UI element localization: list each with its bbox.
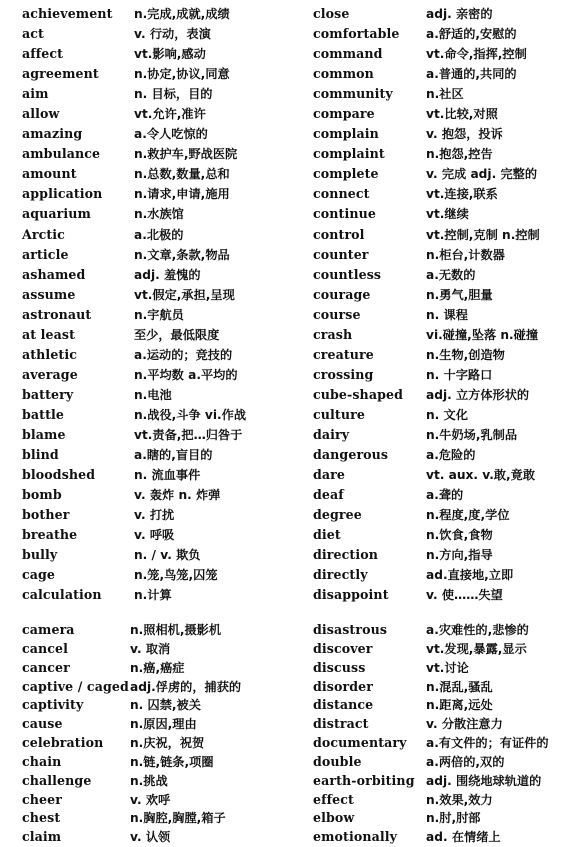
vocabulary-column-right xyxy=(313,621,575,847)
vocab-entry xyxy=(22,246,292,266)
vocab-meaning: vt.发现,暴露,显示 xyxy=(426,641,527,656)
vocab-word: compare xyxy=(313,106,375,122)
vocab-meaning: n.笼,鸟笼,囚笼 xyxy=(134,568,218,583)
vocab-word: crossing xyxy=(313,366,374,382)
vocab-entry xyxy=(22,145,292,165)
vocab-entry xyxy=(313,640,575,659)
vocab-entry xyxy=(22,426,292,446)
vocab-meaning: n.程度,度,学位 xyxy=(426,508,510,523)
vocab-entry xyxy=(22,566,292,586)
vocab-word: average xyxy=(22,366,78,382)
vocab-entry xyxy=(313,791,575,810)
vocab-word: close xyxy=(313,6,350,21)
vocab-entry xyxy=(22,25,292,45)
vocab-entry xyxy=(313,386,575,406)
vocab-meaning: a.普通的,共同的 xyxy=(426,67,517,82)
vocab-entry xyxy=(313,406,575,426)
vocab-meaning: vi.碰撞,坠落 n.碰撞 xyxy=(426,327,539,342)
vocab-word: double xyxy=(313,753,362,769)
vocab-word: comfortable xyxy=(313,26,400,42)
vocab-meaning: a.瞎的,盲目的 xyxy=(134,448,213,463)
vocab-word: athletic xyxy=(22,346,77,362)
vocab-entry xyxy=(22,621,292,640)
vocab-entry xyxy=(313,366,575,386)
vocab-entry xyxy=(22,286,292,306)
vocab-word: article xyxy=(22,246,69,262)
vocab-meaning: a.危险的 xyxy=(426,448,476,463)
vocab-word: disorder xyxy=(313,678,373,694)
vocab-meaning: v. 取消 xyxy=(130,641,171,656)
vocab-entry xyxy=(22,366,292,386)
vocab-word: emotionally xyxy=(313,829,398,845)
vocab-word: captivity xyxy=(22,697,84,713)
vocab-meaning: v. 分散注意力 xyxy=(426,717,503,732)
vocabulary-column-left xyxy=(22,621,292,847)
vocab-meaning: vt.假定,承担,呈现 xyxy=(134,287,235,302)
vocab-meaning: n.战役,斗争 vi.作战 xyxy=(134,407,247,422)
vocab-meaning: n. 课程 xyxy=(426,307,468,322)
vocab-word: agreement xyxy=(22,66,99,82)
vocab-meaning: n.方向,指导 xyxy=(426,548,493,563)
vocab-entry xyxy=(22,105,292,125)
vocab-word: dangerous xyxy=(313,447,389,463)
vocab-entry xyxy=(22,586,292,606)
vocab-meaning: n. / v. 欺负 xyxy=(134,548,201,563)
vocab-word: directly xyxy=(313,567,368,583)
vocab-word: discover xyxy=(313,640,373,656)
vocab-meaning: a.令人吃惊的 xyxy=(134,127,208,142)
vocab-meaning: n.原因,理由 xyxy=(130,717,197,732)
vocab-word: disastrous xyxy=(313,622,388,637)
vocab-meaning: n. 囚禁,被关 xyxy=(130,698,201,713)
vocab-word: act xyxy=(22,26,44,42)
vocab-entry xyxy=(22,85,292,105)
vocab-word: continue xyxy=(313,206,376,222)
vocab-entry xyxy=(313,715,575,734)
vocab-meaning: n.勇气,胆量 xyxy=(426,287,493,302)
vocab-word: achievement xyxy=(22,6,113,21)
vocab-entry xyxy=(22,346,292,366)
vocab-entry xyxy=(313,546,575,566)
vocab-meaning: n.链,链条,项圈 xyxy=(130,754,214,769)
vocab-word: breathe xyxy=(22,527,78,543)
vocab-entry xyxy=(313,346,575,366)
vocab-word: celebration xyxy=(22,735,104,751)
vocab-meaning: n. 流血事件 xyxy=(134,468,201,483)
vocab-word: course xyxy=(313,306,361,322)
vocab-word: cage xyxy=(22,567,56,583)
vocab-meaning: v. 行动，表演 xyxy=(134,27,211,42)
vocab-word: at least xyxy=(22,326,76,342)
vocab-entry xyxy=(22,185,292,205)
vocab-word: blind xyxy=(22,447,59,463)
vocab-entry xyxy=(313,659,575,678)
vocab-meaning: adj.俘虏的，捕获的 xyxy=(130,679,242,694)
vocab-word: application xyxy=(22,186,103,202)
vocab-word: degree xyxy=(313,507,362,523)
vocab-word: creature xyxy=(313,346,374,362)
vocab-word: connect xyxy=(313,186,370,202)
vocab-meaning: vt.责备,把…归咎于 xyxy=(134,427,243,442)
vocab-entry xyxy=(313,205,575,225)
vocab-entry xyxy=(22,386,292,406)
vocab-entry xyxy=(22,772,292,791)
vocab-meaning: n.胸腔,胸膛,箱子 xyxy=(130,811,226,826)
vocab-meaning: n.混乱,骚乱 xyxy=(426,679,493,694)
vocab-word: bomb xyxy=(22,487,62,503)
vocab-entry xyxy=(313,65,575,85)
vocab-entry xyxy=(313,486,575,506)
vocab-word: complain xyxy=(313,126,379,142)
vocab-word: countless xyxy=(313,266,382,282)
vocab-word: effect xyxy=(313,791,354,807)
vocab-meaning: v. 轰炸 n. 炸弹 xyxy=(134,488,221,503)
vocab-word: distract xyxy=(313,716,369,732)
vocab-entry xyxy=(313,25,575,45)
vocab-entry xyxy=(22,696,292,715)
vocab-meaning: vt.允许,准许 xyxy=(134,107,206,122)
vocab-meaning: v. 打扰 xyxy=(134,508,175,523)
vocab-word: complete xyxy=(313,166,379,182)
vocab-entry xyxy=(313,105,575,125)
vocab-word: disappoint xyxy=(313,587,389,603)
vocab-word: chest xyxy=(22,810,61,826)
vocab-entry xyxy=(22,125,292,145)
vocab-meaning: ad. 在情绪上 xyxy=(426,830,501,845)
vocab-entry xyxy=(22,446,292,466)
vocab-meaning: vt.控制,克制 n.控制 xyxy=(426,227,540,242)
vocab-meaning: n.协定,协议,同意 xyxy=(134,67,230,82)
vocab-meaning: a.舒适的,安慰的 xyxy=(426,27,517,42)
vocab-meaning: a.运动的；竞技的 xyxy=(134,347,233,362)
vocab-meaning: a.两倍的,双的 xyxy=(426,754,505,769)
vocab-meaning: v. 呼吸 xyxy=(134,528,175,543)
vocab-entry xyxy=(22,828,292,847)
vocab-meaning: v. 完成 adj. 完整的 xyxy=(426,167,538,182)
vocab-meaning: n.牛奶场,乳制品 xyxy=(426,427,518,442)
vocab-word: earth-orbiting xyxy=(313,772,415,788)
vocab-entry xyxy=(313,734,575,753)
vocab-meaning: n.文章,条款,物品 xyxy=(134,247,230,262)
vocab-meaning: vt.比较,对照 xyxy=(426,107,498,122)
vocab-word: cube-shaped xyxy=(313,386,404,402)
vocab-word: diet xyxy=(313,527,341,543)
vocab-word: aim xyxy=(22,86,49,102)
vocab-meaning: vt.连接,联系 xyxy=(426,187,498,202)
vocab-meaning: v. 认领 xyxy=(130,830,171,845)
vocab-word: complaint xyxy=(313,146,385,162)
vocab-entry xyxy=(22,205,292,225)
vocab-word: camera xyxy=(22,622,75,637)
vocab-entry xyxy=(313,621,575,640)
vocab-meaning: 至少，最低限度 xyxy=(134,327,220,342)
vocab-word: challenge xyxy=(22,772,92,788)
vocab-meaning: vt.命令,指挥,控制 xyxy=(426,47,527,62)
vocab-word: control xyxy=(313,226,365,242)
vocab-word: amount xyxy=(22,166,77,182)
vocab-meaning: adj. 羞愧的 xyxy=(134,267,201,282)
vocab-meaning: n.救护车,野战医院 xyxy=(134,147,238,162)
vocab-entry xyxy=(22,326,292,346)
vocab-word: amazing xyxy=(22,126,83,142)
vocab-meaning: n. 文化 xyxy=(426,407,468,422)
vocab-entry xyxy=(22,266,292,286)
vocab-meaning: v. 使……失望 xyxy=(426,588,503,603)
vocab-meaning: n.抱怨,控告 xyxy=(426,147,493,162)
vocab-entry xyxy=(22,715,292,734)
vocab-meaning: n.癌,癌症 xyxy=(130,660,185,675)
vocab-entry xyxy=(313,809,575,828)
vocab-word: ambulance xyxy=(22,146,101,162)
vocab-entry xyxy=(22,753,292,772)
vocab-meaning: n.饮食,食物 xyxy=(426,528,493,543)
vocab-word: aquarium xyxy=(22,206,91,222)
vocab-word: elbow xyxy=(313,810,355,826)
vocab-entry xyxy=(313,772,575,791)
vocab-word: bully xyxy=(22,547,58,563)
vocab-meaning: adj. 围绕地球轨道的 xyxy=(426,773,542,788)
vocab-word: command xyxy=(313,46,383,62)
vocab-word: claim xyxy=(22,829,62,845)
vocab-entry xyxy=(313,696,575,715)
vocabulary-column-left xyxy=(22,5,292,606)
vocab-meaning: adj. 立方体形状的 xyxy=(426,387,530,402)
vocab-entry xyxy=(313,45,575,65)
vocab-entry xyxy=(22,226,292,246)
vocab-entry xyxy=(313,226,575,246)
vocab-entry xyxy=(313,526,575,546)
vocab-entry xyxy=(22,526,292,546)
vocab-meaning: a.聋的 xyxy=(426,488,464,503)
vocab-meaning: vt.影响,感动 xyxy=(134,47,206,62)
vocab-entry xyxy=(313,326,575,346)
vocab-meaning: n.宇航员 xyxy=(134,307,184,322)
vocab-entry xyxy=(313,246,575,266)
vocab-entry xyxy=(22,734,292,753)
vocab-entry xyxy=(313,306,575,326)
vocab-meaning: vt.讨论 xyxy=(426,660,469,675)
vocab-meaning: n.照相机,摄影机 xyxy=(130,623,222,637)
vocab-entry xyxy=(22,678,292,697)
vocab-word: battery xyxy=(22,386,74,402)
vocab-meaning: a.北极的 xyxy=(134,227,184,242)
vocab-entry xyxy=(22,306,292,326)
vocab-entry xyxy=(313,753,575,772)
vocab-word: chain xyxy=(22,753,62,769)
vocab-word: Arctic xyxy=(22,226,65,242)
vocab-word: courage xyxy=(313,286,371,302)
vocab-word: documentary xyxy=(313,735,407,751)
vocab-entry xyxy=(22,546,292,566)
vocab-entry xyxy=(22,486,292,506)
vocab-entry xyxy=(22,65,292,85)
vocab-entry xyxy=(313,566,575,586)
vocab-meaning: a.灾难性的,悲惨的 xyxy=(426,623,529,637)
vocabulary-column-right xyxy=(313,5,575,606)
vocab-entry xyxy=(313,678,575,697)
vocab-word: dairy xyxy=(313,426,350,442)
vocab-meaning: adj. 亲密的 xyxy=(426,7,493,21)
vocab-meaning: n.社区 xyxy=(426,87,464,102)
vocab-entry xyxy=(22,506,292,526)
vocab-entry xyxy=(313,828,575,847)
vocab-word: deaf xyxy=(313,487,344,503)
vocab-word: astronaut xyxy=(22,306,92,322)
vocab-meaning: n.肘,肘部 xyxy=(426,811,481,826)
vocab-entry xyxy=(313,286,575,306)
vocab-entry xyxy=(22,5,292,25)
vocab-entry xyxy=(313,185,575,205)
vocab-word: culture xyxy=(313,406,365,422)
vocab-entry xyxy=(22,165,292,185)
vocab-word: assume xyxy=(22,286,76,302)
vocab-entry xyxy=(22,45,292,65)
vocab-word: discuss xyxy=(313,659,366,675)
vocab-entry xyxy=(313,5,575,25)
vocab-meaning: n.完成,成就,成绩 xyxy=(134,7,230,21)
vocab-word: allow xyxy=(22,106,60,122)
vocab-word: direction xyxy=(313,547,378,563)
vocab-meaning: n.平均数 a.平均的 xyxy=(134,367,238,382)
vocab-meaning: a.无数的 xyxy=(426,267,476,282)
vocab-word: cause xyxy=(22,716,63,732)
vocab-meaning: n.挑战 xyxy=(130,773,168,788)
vocab-entry xyxy=(313,426,575,446)
vocab-entry xyxy=(22,466,292,486)
vocab-entry xyxy=(313,506,575,526)
vocab-word: bloodshed xyxy=(22,467,96,483)
vocab-word: calculation xyxy=(22,587,102,603)
vocab-meaning: n.庆祝，祝贺 xyxy=(130,736,205,751)
vocab-meaning: n. 目标，目的 xyxy=(134,87,213,102)
vocab-word: affect xyxy=(22,46,64,62)
vocab-meaning: n.柜台,计数器 xyxy=(426,247,505,262)
vocab-word: ashamed xyxy=(22,266,86,282)
vocab-meaning: n.电池 xyxy=(134,387,172,402)
vocab-meaning: v. 欢呼 xyxy=(130,792,171,807)
vocab-word: counter xyxy=(313,246,369,262)
vocab-entry xyxy=(22,640,292,659)
vocab-meaning: vt. aux. v.敢,竟敢 xyxy=(426,468,536,483)
vocab-meaning: n. 十字路口 xyxy=(426,367,493,382)
vocab-meaning: vt.继续 xyxy=(426,207,469,222)
vocab-word: dare xyxy=(313,467,346,483)
vocab-meaning: n.效果,效力 xyxy=(426,792,493,807)
vocab-word: crash xyxy=(313,326,353,342)
vocab-word: cheer xyxy=(22,791,62,807)
vocab-entry xyxy=(22,659,292,678)
vocab-meaning: n.水族馆 xyxy=(134,207,184,222)
vocab-word: common xyxy=(313,66,374,82)
vocab-meaning: n.总数,数量,总和 xyxy=(134,167,230,182)
vocab-entry xyxy=(313,466,575,486)
vocab-word: battle xyxy=(22,406,64,422)
vocab-entry xyxy=(313,165,575,185)
vocab-entry xyxy=(313,85,575,105)
vocab-meaning: n.计算 xyxy=(134,588,172,603)
vocab-meaning: v. 抱怨，投诉 xyxy=(426,127,503,142)
vocab-entry xyxy=(22,791,292,810)
vocab-entry xyxy=(22,406,292,426)
vocab-meaning: a.有文件的；有证件的 xyxy=(426,736,549,751)
vocab-entry xyxy=(313,266,575,286)
vocab-meaning: n.请求,申请,施用 xyxy=(134,187,230,202)
vocab-meaning: n.生物,创造物 xyxy=(426,347,505,362)
vocab-word: cancel xyxy=(22,640,69,656)
vocab-meaning: n.距离,远处 xyxy=(426,698,493,713)
vocab-entry xyxy=(22,809,292,828)
vocab-entry xyxy=(313,145,575,165)
vocab-word: distance xyxy=(313,697,374,713)
vocab-meaning: ad.直接地,立即 xyxy=(426,568,514,583)
vocab-word: community xyxy=(313,86,393,102)
vocab-word: captive / caged xyxy=(22,678,129,694)
vocab-word: bother xyxy=(22,507,70,523)
vocab-word: cancer xyxy=(22,659,70,675)
vocab-word: blame xyxy=(22,426,66,442)
vocab-entry xyxy=(313,586,575,606)
vocab-entry xyxy=(313,446,575,466)
vocab-entry xyxy=(313,125,575,145)
